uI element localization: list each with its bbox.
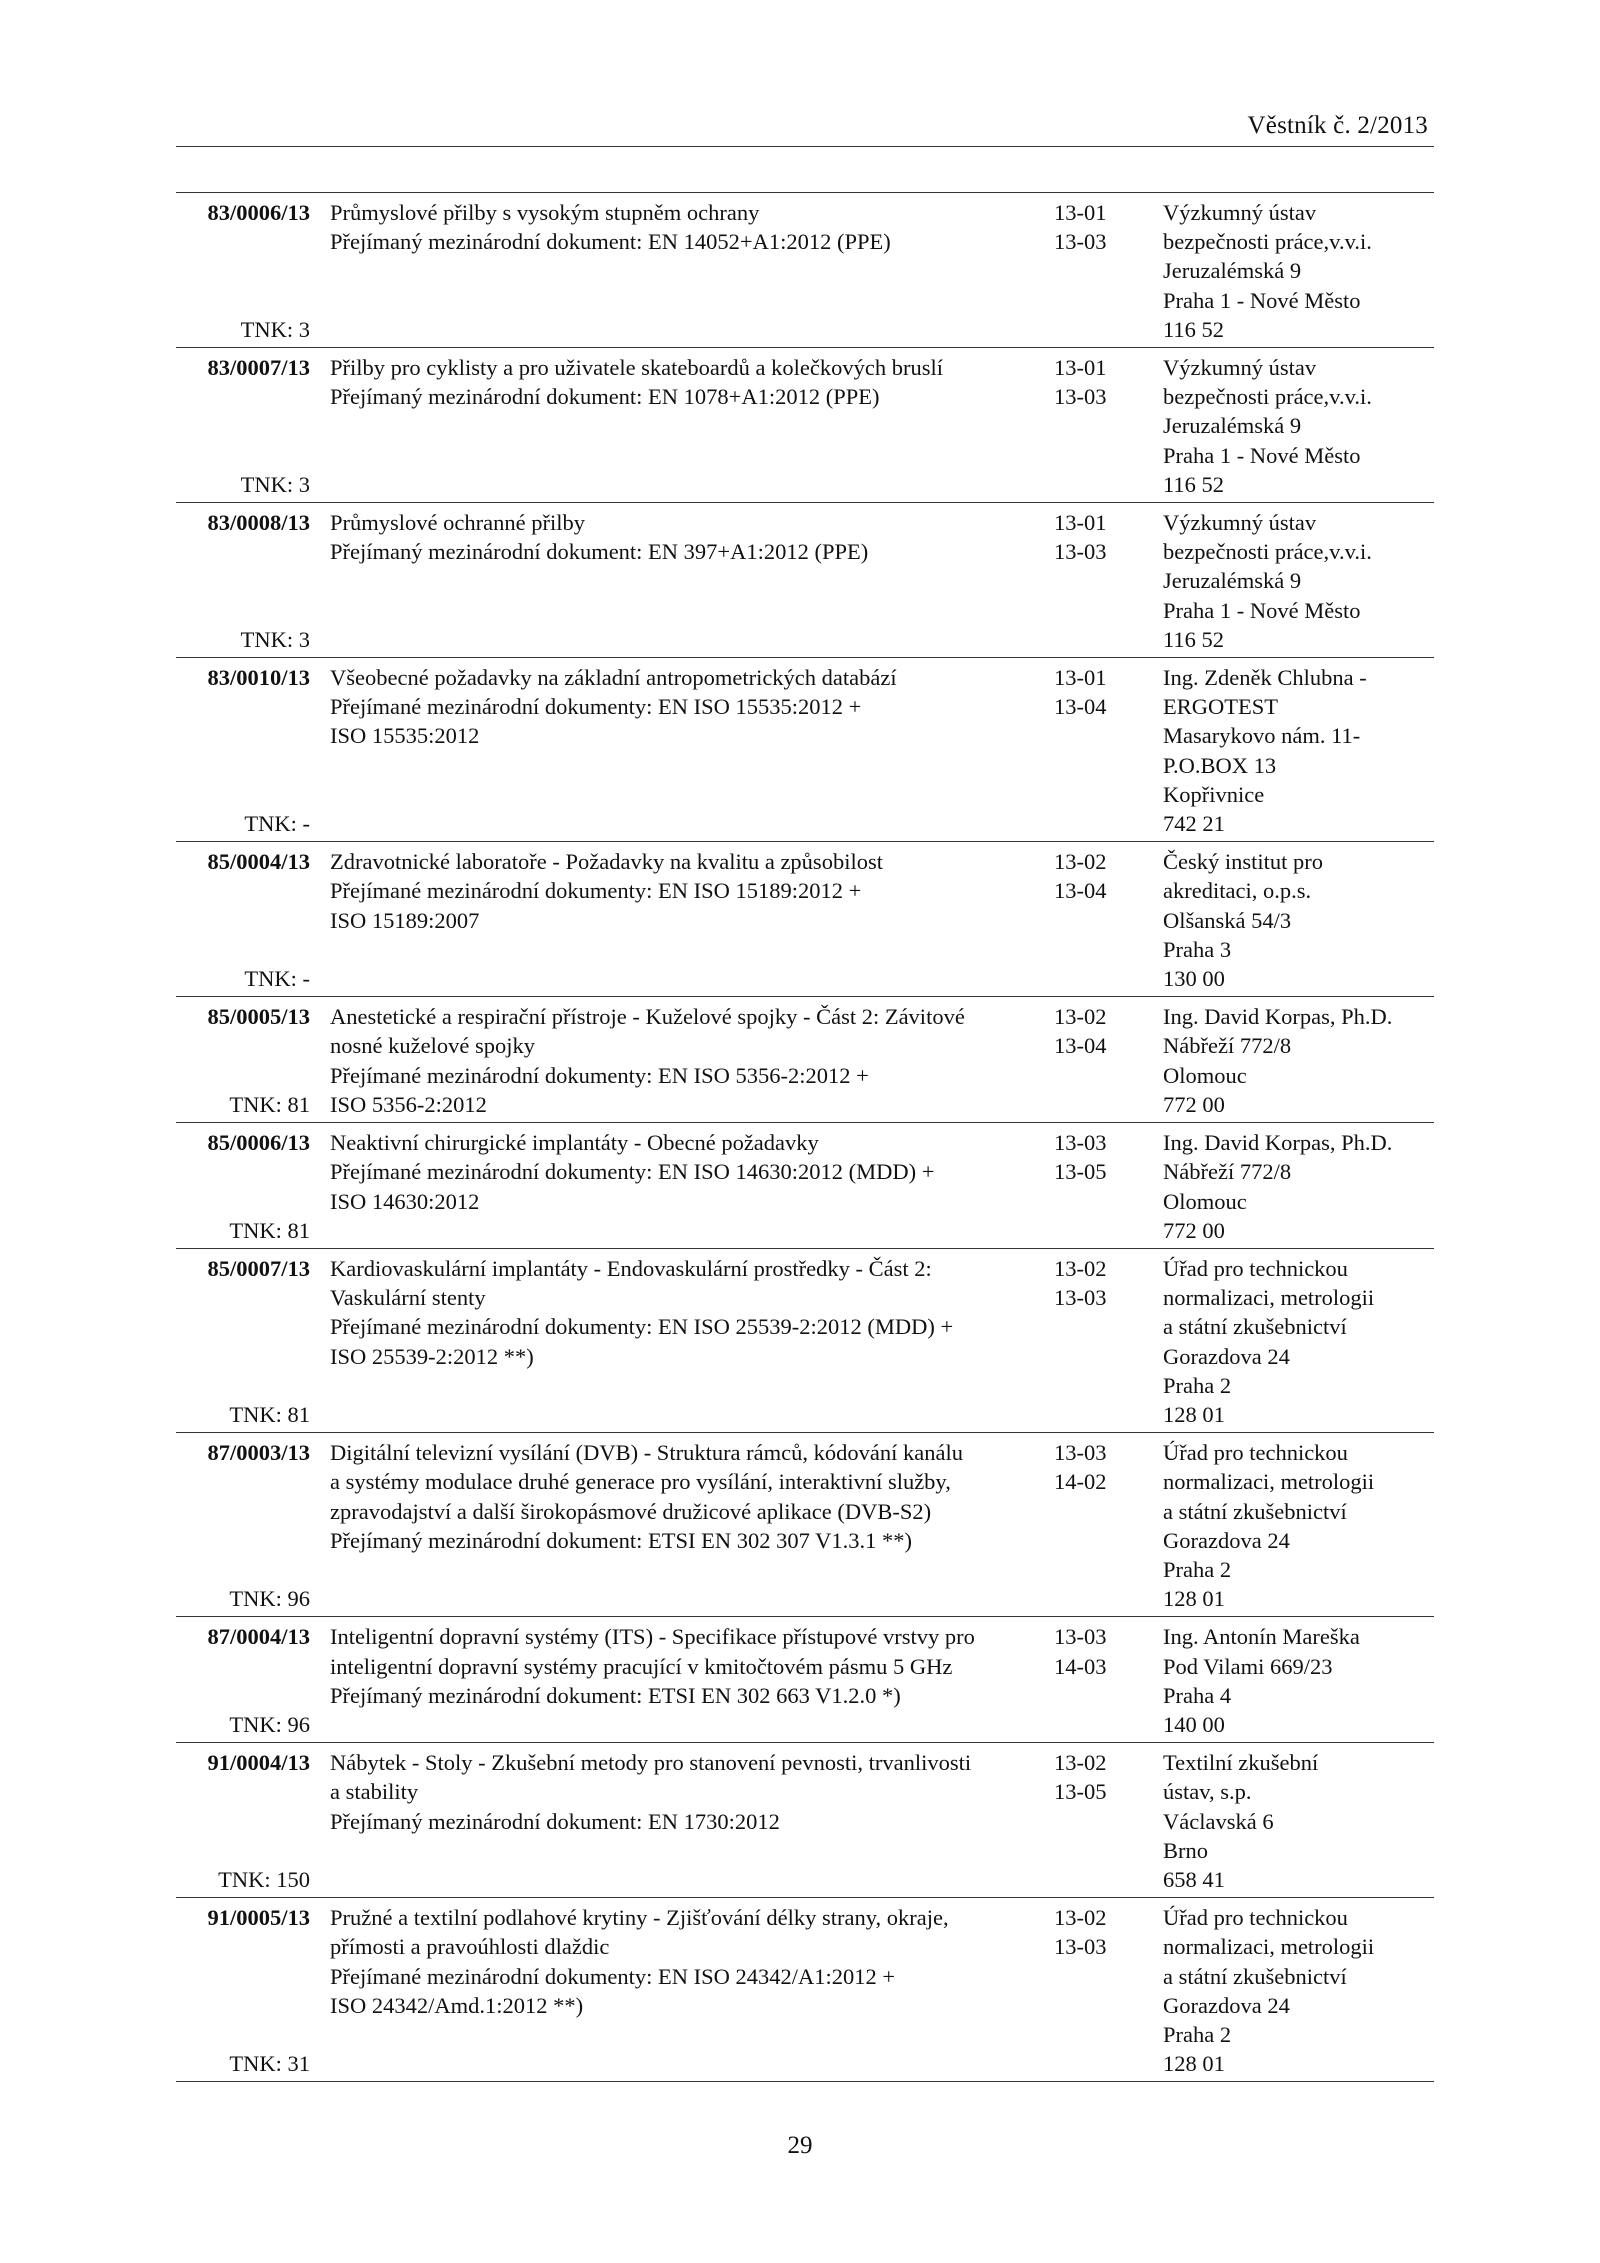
entry-title-cell [310, 508, 1046, 654]
entry-contact-cell [1163, 1128, 1434, 1245]
entry-contact-cell [1163, 663, 1434, 838]
entry-contact-line: Nábřeží 772/8 [1163, 1159, 1292, 1185]
entry-contact-line: Praha 2 [1163, 1372, 1232, 1398]
entry-contact-line: Gorazdova 24 [1163, 1343, 1290, 1369]
entry-title-line: Anestetické a respirační přístroje - Kuželové spojky - Část 2: Závitové [330, 1004, 965, 1030]
entry-contact-line: ERGOTEST [1163, 694, 1278, 720]
entry-date: 13-02 [1054, 1255, 1107, 1281]
entry-contact-line: Gorazdova 24 [1163, 1527, 1290, 1553]
entry-title-cell [310, 1438, 1046, 1613]
entry-contact-line: Praha 1 - Nové Město [1163, 597, 1361, 623]
entry-contact-line: 658 41 [1163, 1866, 1225, 1892]
entry-contact-line: 128 01 [1163, 2051, 1225, 2077]
entry-title-line: Přejímané mezinárodní dokumenty: EN ISO 15535:2012 + [330, 694, 862, 720]
entry-dates-cell [1046, 1254, 1163, 1429]
entry-contact-line: Praha 2 [1163, 2021, 1232, 2047]
entry-dates-cell [1046, 847, 1163, 993]
entry-date: 13-04 [1054, 1033, 1107, 1059]
table-row [176, 193, 1434, 348]
entry-contact-line: Úřad pro technickou [1163, 1440, 1348, 1466]
entry-id-cell [176, 1002, 310, 1119]
entry-contact-cell [1163, 1002, 1434, 1119]
entry-title-line: Přejímaný mezinárodní dokument: ETSI EN 302 307 V1.3.1 **) [330, 1527, 913, 1553]
entry-date: 13-05 [1054, 1779, 1107, 1805]
entry-title-line: Zdravotnické laboratoře - Požadavky na kvalitu a způsobilost [330, 849, 883, 875]
entry-title-line: Průmyslové ochranné přilby [330, 510, 585, 536]
entry-title-line: Přejímané mezinárodní dokumenty: EN ISO 5356-2:2012 + [330, 1062, 869, 1088]
header-divider [176, 146, 1434, 147]
entry-title-line: ISO 5356-2:2012 [330, 1091, 487, 1117]
entry-title-line: Neaktivní chirurgické implantáty - Obecné požadavky [330, 1130, 819, 1156]
entry-title-cell [310, 1622, 1046, 1739]
entry-contact-line: Ing. David Korpas, Ph.D. [1163, 1004, 1393, 1030]
entry-date: 13-04 [1054, 694, 1107, 720]
entry-contact-cell [1163, 508, 1434, 654]
entry-tnk: TNK: 81 [229, 1091, 310, 1117]
entry-date: 13-02 [1054, 849, 1107, 875]
entry-title-line: Vaskulární stenty [330, 1285, 486, 1311]
entry-title-line: ISO 14630:2012 [330, 1188, 480, 1214]
entry-title-line: Přejímané mezinárodní dokumenty: EN ISO 24342/A1:2012 + [330, 1963, 896, 1989]
entry-contact-line: 772 00 [1163, 1091, 1225, 1117]
table-row [176, 997, 1434, 1123]
entry-id-cell [176, 847, 310, 993]
entry-code: 91/0004/13 [207, 1750, 310, 1776]
entry-id-cell [176, 1622, 310, 1739]
entry-title-line: Digitální televizní vysílání (DVB) - Struktura rámců, kódování kanálu [330, 1440, 963, 1466]
entry-title-line: Přejímané mezinárodní dokumenty: EN ISO 14630:2012 (MDD) + [330, 1159, 935, 1185]
entry-contact-line: 130 00 [1163, 966, 1225, 992]
entry-dates-cell [1046, 1438, 1163, 1613]
table-row [176, 1123, 1434, 1249]
entry-dates-cell [1046, 1903, 1163, 2078]
entry-tnk: TNK: 31 [229, 2051, 310, 2077]
entry-contact-line: ústav, s.p. [1163, 1779, 1252, 1805]
entry-id-cell [176, 1903, 310, 2078]
entry-contact-line: 116 52 [1163, 626, 1225, 652]
entry-contact-line: Výzkumný ústav [1163, 355, 1317, 381]
entry-dates-cell [1046, 353, 1163, 499]
entry-contact-line: 140 00 [1163, 1711, 1225, 1737]
journal-header-title: Věstník č. 2/2013 [1247, 112, 1428, 139]
entry-date: 13-05 [1054, 1159, 1107, 1185]
entry-tnk: TNK: 3 [240, 626, 310, 652]
entry-title-line: nosné kuželové spojky [330, 1033, 535, 1059]
entry-title-cell [310, 663, 1046, 838]
entry-contact-line: 772 00 [1163, 1217, 1225, 1243]
table-row [176, 348, 1434, 503]
entry-contact-line: Praha 2 [1163, 1556, 1232, 1582]
entry-title-line: ISO 15189:2007 [330, 907, 480, 933]
entry-date: 13-03 [1054, 1624, 1107, 1650]
entry-code: 83/0007/13 [207, 355, 310, 381]
entry-date: 13-03 [1054, 1130, 1107, 1156]
entry-contact-cell [1163, 847, 1434, 993]
entry-contact-line: Brno [1163, 1837, 1208, 1863]
entry-code: 85/0005/13 [207, 1004, 310, 1030]
entry-title-cell [310, 847, 1046, 993]
entry-code: 83/0008/13 [207, 510, 310, 536]
entry-date: 13-03 [1054, 1934, 1107, 1960]
entry-title-line: a stability [330, 1779, 419, 1805]
entry-contact-line: a státní zkušebnictví [1163, 1963, 1347, 1989]
entry-dates-cell [1046, 1622, 1163, 1739]
entry-contact-line: 116 52 [1163, 471, 1225, 497]
entry-title-line: Kardiovaskulární implantáty - Endovaskulární prostředky - Část 2: [330, 1255, 932, 1281]
entry-contact-cell [1163, 353, 1434, 499]
entry-dates-cell [1046, 198, 1163, 344]
entry-contact-line: Kopřivnice [1163, 781, 1265, 807]
entry-title-line: Všeobecné požadavky na základní antropometrických databází [330, 665, 897, 691]
entry-contact-line: Praha 3 [1163, 936, 1232, 962]
entry-contact-cell [1163, 1903, 1434, 2078]
entry-date: 13-03 [1054, 1285, 1107, 1311]
entry-contact-line: Praha 1 - Nové Město [1163, 287, 1361, 313]
entry-dates-cell [1046, 1128, 1163, 1245]
entry-tnk: TNK: 3 [240, 471, 310, 497]
entry-contact-line: Úřad pro technickou [1163, 1255, 1348, 1281]
entry-tnk: TNK: - [244, 811, 310, 837]
entry-id-cell [176, 508, 310, 654]
entry-code: 85/0004/13 [207, 849, 310, 875]
entry-title-line: ISO 15535:2012 [330, 723, 480, 749]
entry-contact-line: 128 01 [1163, 1586, 1225, 1612]
entry-contact-line: Olomouc [1163, 1062, 1247, 1088]
entry-id-cell [176, 663, 310, 838]
entry-title-line: Přejímaný mezinárodní dokument: EN 397+A1:2012 (PPE) [330, 539, 869, 565]
entry-id-cell [176, 1128, 310, 1245]
entry-date: 13-01 [1054, 665, 1107, 691]
entry-title-line: Přejímaný mezinárodní dokument: EN 1078+A1:2012 (PPE) [330, 384, 880, 410]
table-row [176, 658, 1434, 842]
entry-contact-line: Praha 1 - Nové Město [1163, 442, 1361, 468]
entry-title-line: Přilby pro cyklisty a pro uživatele skateboardů a kolečkových bruslí [330, 355, 943, 381]
entry-contact-line: Jeruzalémská 9 [1163, 568, 1302, 594]
entry-dates-cell [1046, 1748, 1163, 1894]
entry-contact-line: Ing. Zdeněk Chlubna - [1163, 665, 1367, 691]
entry-contact-line: Olšanská 54/3 [1163, 907, 1292, 933]
entry-date: 14-03 [1054, 1653, 1107, 1679]
table-row [176, 1617, 1434, 1743]
entry-contact-line: normalizaci, metrologii [1163, 1285, 1375, 1311]
entry-title-line: Pružné a textilní podlahové krytiny - Zjišťování délky strany, okraje, [330, 1905, 949, 1931]
entry-date: 13-03 [1054, 1440, 1107, 1466]
entry-tnk: TNK: 150 [218, 1866, 310, 1892]
entry-title-line: Přejímané mezinárodní dokumenty: EN ISO 15189:2012 + [330, 878, 862, 904]
entry-contact-line: Úřad pro technickou [1163, 1905, 1348, 1931]
entry-contact-line: bezpečnosti práce,v.v.i. [1163, 384, 1372, 410]
entry-code: 85/0007/13 [207, 1255, 310, 1281]
entry-contact-line: bezpečnosti práce,v.v.i. [1163, 229, 1372, 255]
entry-title-line: a systémy modulace druhé generace pro vysílání, interaktivní služby, [330, 1469, 951, 1495]
entry-title-line: Přejímaný mezinárodní dokument: ETSI EN 302 663 V1.2.0 *) [330, 1682, 901, 1708]
entry-id-cell [176, 198, 310, 344]
entry-id-cell [176, 1438, 310, 1613]
entry-contact-cell [1163, 1438, 1434, 1613]
entry-date: 13-01 [1054, 200, 1107, 225]
entry-contact-cell [1163, 1622, 1434, 1739]
entry-contact-line: Masarykovo nám. 11- [1163, 723, 1361, 749]
entry-contact-line: Nábřeží 772/8 [1163, 1033, 1292, 1059]
table-row [176, 842, 1434, 997]
entry-contact-line: Pod Vilami 669/23 [1163, 1653, 1333, 1679]
entry-date: 13-01 [1054, 355, 1107, 381]
entry-date: 13-03 [1054, 229, 1107, 255]
entry-contact-line: 742 21 [1163, 811, 1225, 837]
entry-contact-line: 128 01 [1163, 1401, 1225, 1427]
entry-contact-cell [1163, 1254, 1434, 1429]
table-row [176, 1249, 1434, 1433]
entry-title-line: Přejímané mezinárodní dokumenty: EN ISO 25539-2:2012 (MDD) + [330, 1314, 954, 1340]
entry-title-line: inteligentní dopravní systémy pracující v kmitočtovém pásmu 5 GHz [330, 1653, 953, 1679]
entry-title-line: zpravodajství a další širokopásmové družicové aplikace (DVB-S2) [330, 1498, 932, 1524]
entry-contact-line: Výzkumný ústav [1163, 200, 1317, 225]
entry-date: 13-04 [1054, 878, 1107, 904]
entry-title-cell [310, 353, 1046, 499]
entry-contact-line: Praha 4 [1163, 1682, 1232, 1708]
entry-title-line: Přejímaný mezinárodní dokument: EN 1730:2012 [330, 1808, 780, 1834]
entry-tnk: TNK: 3 [240, 316, 310, 342]
entry-contact-line: Ing. Antonín Mareška [1163, 1624, 1360, 1650]
page-number: 29 [787, 2132, 813, 2159]
entry-id-cell [176, 1748, 310, 1894]
entry-tnk: TNK: 96 [229, 1711, 310, 1737]
entry-tnk: TNK: - [244, 966, 310, 992]
entry-contact-line: a státní zkušebnictví [1163, 1314, 1347, 1340]
entry-contact-line: Gorazdova 24 [1163, 1992, 1290, 2018]
entry-title-cell [310, 198, 1046, 344]
entry-title-line: Přejímaný mezinárodní dokument: EN 14052+A1:2012 (PPE) [330, 229, 891, 255]
entry-contact-cell [1163, 198, 1434, 344]
entry-id-cell [176, 1254, 310, 1429]
entry-code: 83/0010/13 [207, 665, 310, 691]
entry-contact-line: 116 52 [1163, 316, 1225, 342]
entry-title-cell [310, 1748, 1046, 1894]
table-row [176, 1743, 1434, 1898]
entry-tnk: TNK: 81 [229, 1401, 310, 1427]
entry-contact-line: Český institut pro [1163, 849, 1324, 875]
entry-title-cell [310, 1128, 1046, 1245]
entry-date: 13-02 [1054, 1750, 1107, 1776]
entry-title-cell [310, 1002, 1046, 1119]
entry-contact-line: P.O.BOX 13 [1163, 752, 1277, 778]
entry-tnk: TNK: 81 [229, 1217, 310, 1243]
entry-contact-line: Jeruzalémská 9 [1163, 258, 1302, 284]
entry-contact-line: Olomouc [1163, 1188, 1247, 1214]
entry-title-line: ISO 25539-2:2012 **) [330, 1343, 534, 1369]
entry-contact-cell [1163, 1748, 1434, 1894]
entry-contact-line: Jeruzalémská 9 [1163, 413, 1302, 439]
entry-title-cell [310, 1903, 1046, 2078]
entry-contact-line: normalizaci, metrologii [1163, 1469, 1375, 1495]
entry-code: 85/0006/13 [207, 1130, 310, 1156]
entry-date: 14-02 [1054, 1469, 1107, 1495]
entry-date: 13-01 [1054, 510, 1107, 536]
entry-code: 91/0005/13 [207, 1905, 310, 1931]
entry-title-line: Inteligentní dopravní systémy (ITS) - Specifikace přístupové vrstvy pro [330, 1624, 975, 1650]
entry-title-line: Nábytek - Stoly - Zkušební metody pro stanovení pevnosti, trvanlivosti [330, 1750, 972, 1776]
entry-dates-cell [1046, 508, 1163, 654]
entry-code: 83/0006/13 [207, 200, 310, 225]
entry-contact-line: akreditaci, o.p.s. [1163, 878, 1312, 904]
entry-tnk: TNK: 96 [229, 1586, 310, 1612]
entry-date: 13-03 [1054, 384, 1107, 410]
entry-contact-line: Výzkumný ústav [1163, 510, 1317, 536]
entry-contact-line: bezpečnosti práce,v.v.i. [1163, 539, 1372, 565]
table-row [176, 1898, 1434, 2082]
entry-date: 13-02 [1054, 1905, 1107, 1931]
entry-title-line: přímosti a pravoúhlosti dlaždic [330, 1934, 610, 1960]
entry-title-line: ISO 24342/Amd.1:2012 **) [330, 1992, 584, 2018]
entry-code: 87/0003/13 [207, 1440, 310, 1466]
entry-contact-line: Ing. David Korpas, Ph.D. [1163, 1130, 1393, 1156]
entry-title-cell [310, 1254, 1046, 1429]
entry-dates-cell [1046, 663, 1163, 838]
entry-id-cell [176, 353, 310, 499]
entry-contact-line: Textilní zkušební [1163, 1750, 1319, 1776]
entry-dates-cell [1046, 1002, 1163, 1119]
entry-contact-line: Václavská 6 [1163, 1808, 1274, 1834]
entry-title-line: Průmyslové přilby s vysokým stupněm ochrany [330, 200, 760, 225]
entry-contact-line: normalizaci, metrologii [1163, 1934, 1375, 1960]
table-row [176, 503, 1434, 658]
entry-contact-line: a státní zkušebnictví [1163, 1498, 1347, 1524]
entry-code: 87/0004/13 [207, 1624, 310, 1650]
entry-date: 13-02 [1054, 1004, 1107, 1030]
table-row [176, 1433, 1434, 1617]
entry-date: 13-03 [1054, 539, 1107, 565]
standards-table [176, 192, 1434, 2082]
